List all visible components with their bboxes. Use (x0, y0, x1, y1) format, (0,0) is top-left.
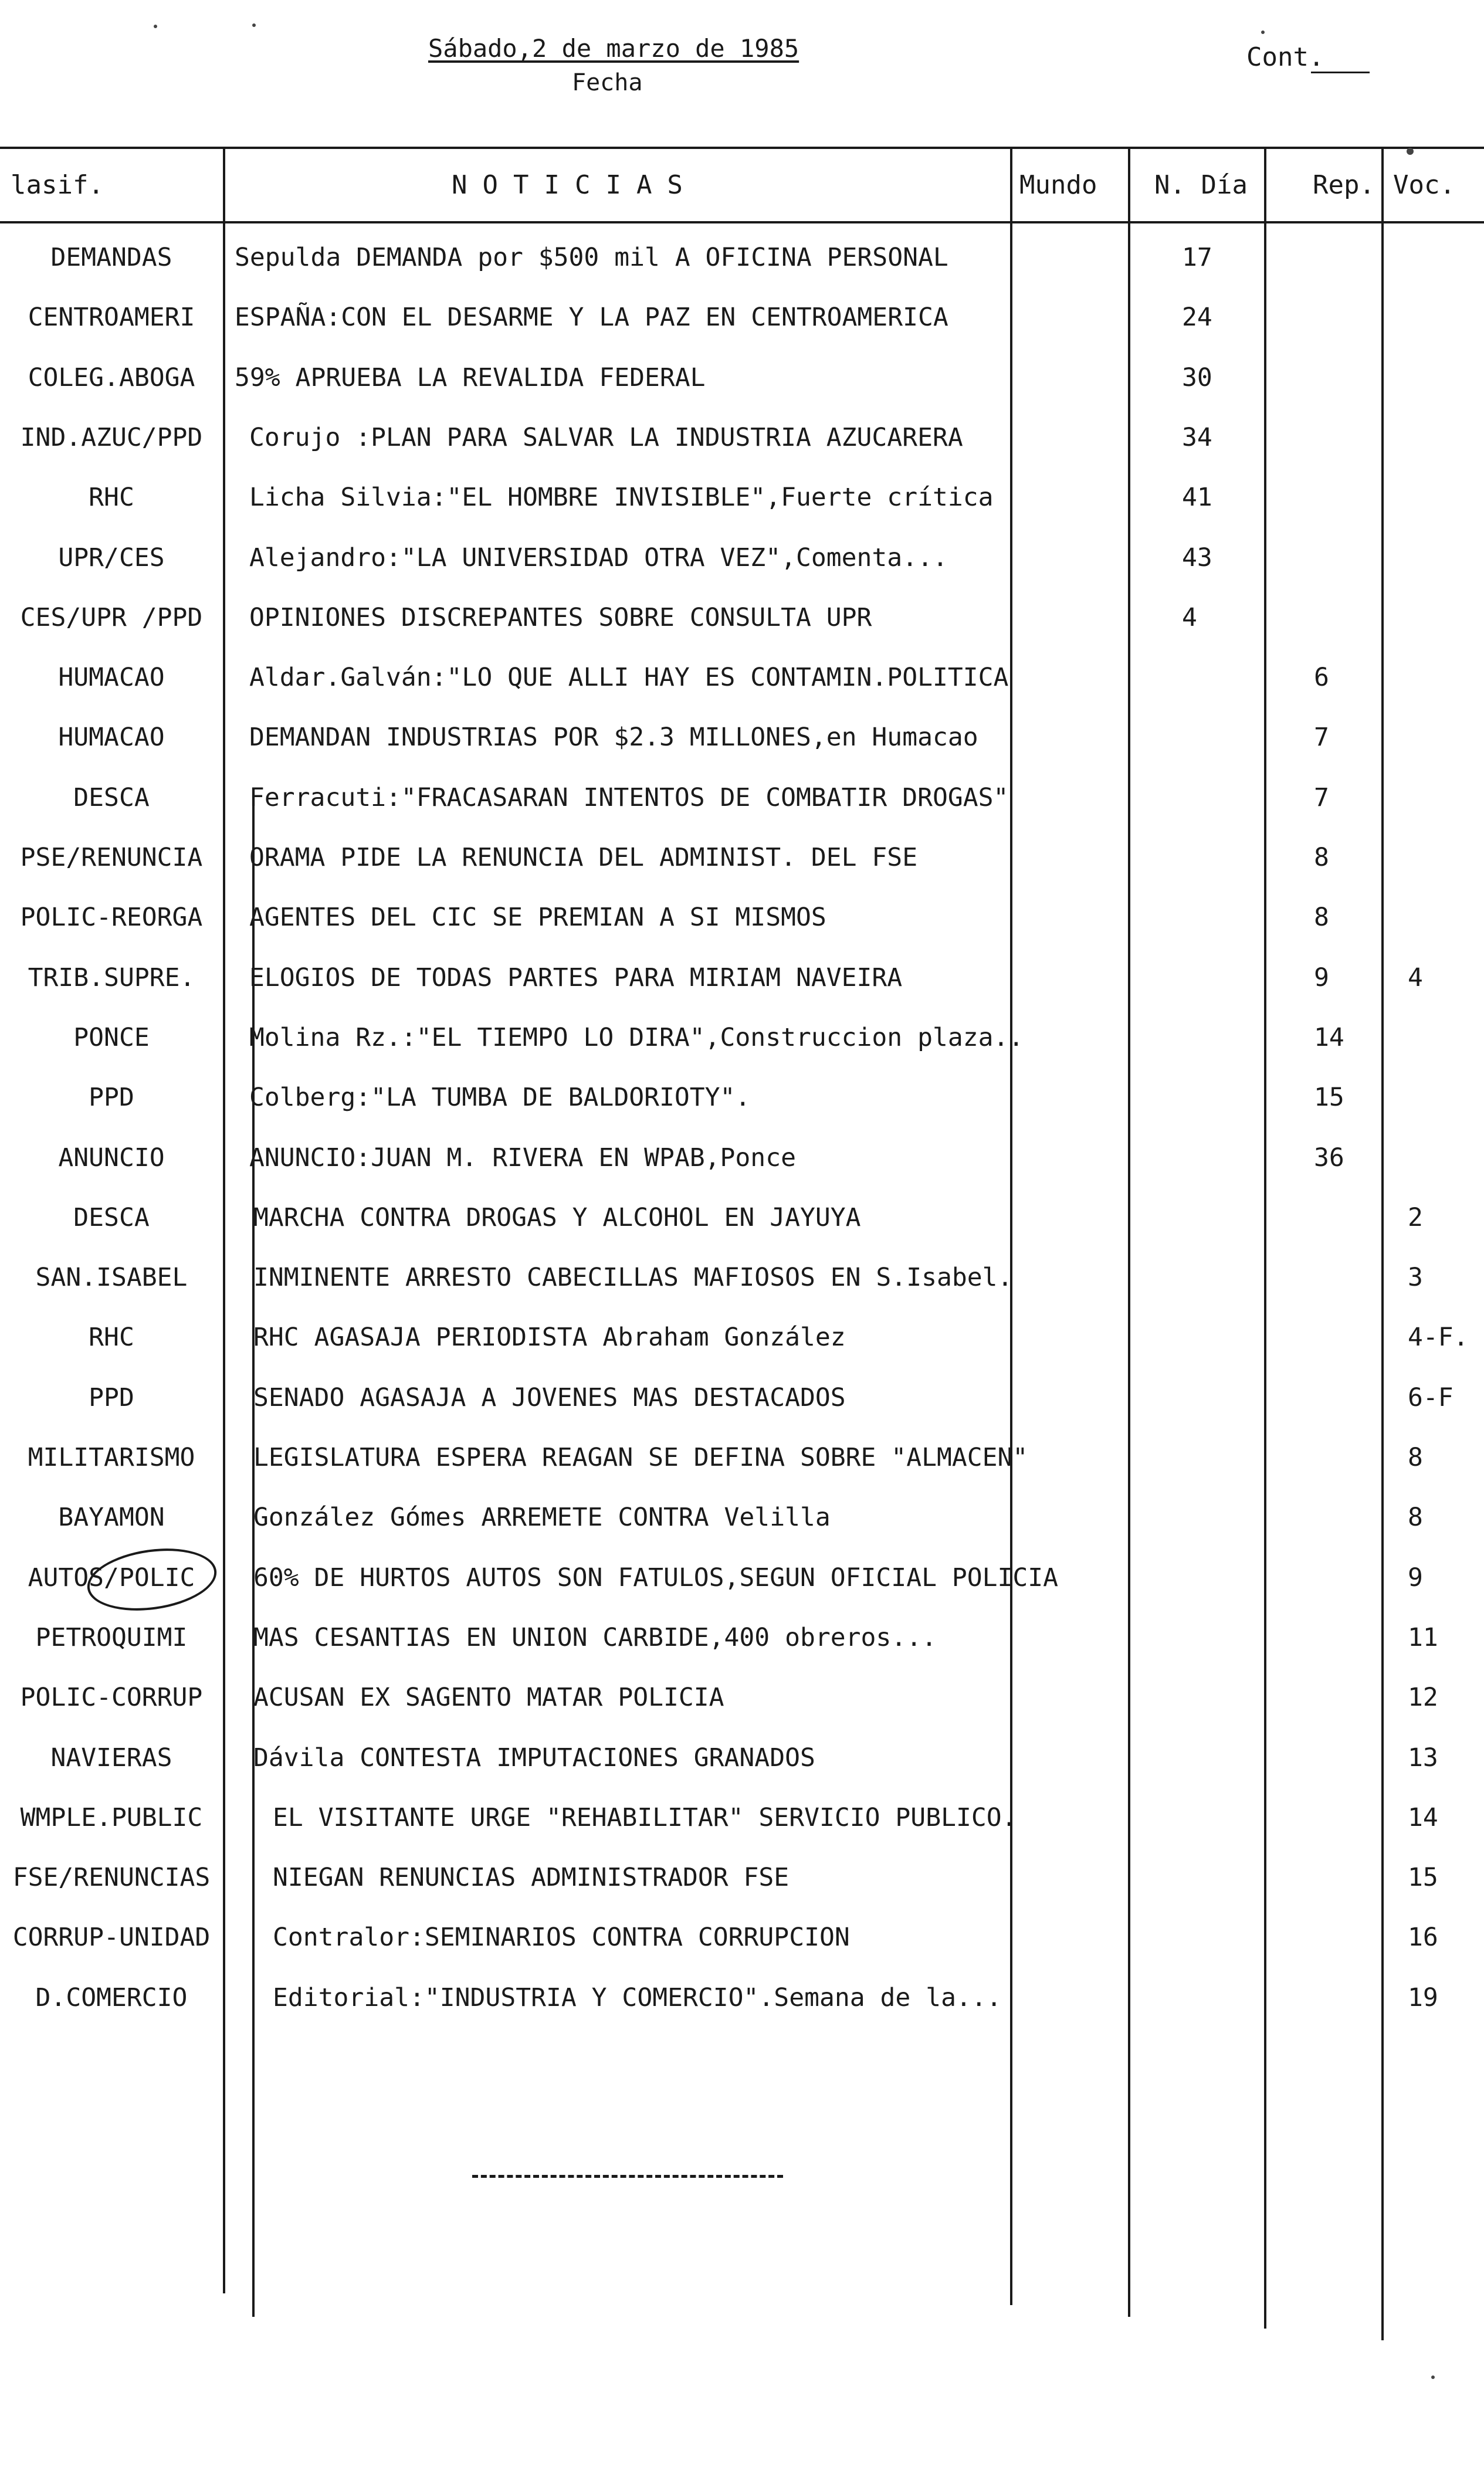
col-divider-noticias (252, 792, 255, 2317)
row-clasif: MILITARISMO (28, 1443, 195, 1472)
row-clasif: POLIC-CORRUP (20, 1683, 203, 1712)
row-clasif: NAVIERAS (50, 1743, 172, 1773)
row-n-dia: 4 (1182, 603, 1197, 632)
row-clasif: PETROQUIMI (35, 1623, 188, 1652)
row-clasif: CES/UPR /PPD (20, 603, 203, 632)
row-voc: 16 (1408, 1923, 1438, 1952)
col-header-mundo: Mundo (1019, 170, 1097, 200)
header-cont-label: Cont. (1246, 42, 1324, 72)
row-clasif: COLEG.ABOGA (28, 363, 195, 392)
row-rep: 8 (1314, 843, 1329, 872)
cont-blank-line (1311, 72, 1370, 73)
row-voc: 6-F (1408, 1383, 1453, 1412)
row-voc: 15 (1408, 1863, 1438, 1892)
row-clasif: DESCA (73, 1203, 150, 1232)
col-header-rep: Rep. (1313, 170, 1375, 200)
row-rep: 36 (1314, 1143, 1344, 1172)
header-date: Sábado,2 de marzo de 1985 (428, 34, 799, 63)
row-rep: 7 (1314, 723, 1329, 752)
row-noticia: Ferracuti:"FRACASARAN INTENTOS DE COMBATIR DROGAS" (249, 783, 1009, 812)
row-voc: 4-F. (1408, 1323, 1469, 1352)
col-divider-ndia (1128, 147, 1130, 2317)
row-voc: 8 (1408, 1443, 1423, 1472)
row-noticia: NIEGAN RENUNCIAS ADMINISTRADOR FSE (273, 1863, 790, 1892)
row-clasif: HUMACAO (58, 723, 165, 752)
row-clasif: CENTROAMERI (28, 303, 195, 332)
row-noticia: Contralor:SEMINARIOS CONTRA CORRUPCION (273, 1923, 850, 1952)
speck-mark (1407, 148, 1414, 155)
row-clasif: BAYAMON (58, 1503, 165, 1532)
row-clasif: IND.AZUC/PPD (20, 423, 203, 452)
row-rep: 9 (1314, 963, 1329, 992)
row-clasif: DEMANDAS (50, 243, 172, 272)
row-clasif: POLIC-REORGA (20, 903, 203, 932)
speck-mark (252, 23, 256, 27)
row-noticia: OPINIONES DISCREPANTES SOBRE CONSULTA UPR (249, 603, 872, 632)
row-clasif: FSE/RENUNCIAS (12, 1863, 211, 1892)
row-noticia: ANUNCIO:JUAN M. RIVERA EN WPAB,Ponce (249, 1143, 796, 1172)
row-rep: 15 (1314, 1083, 1344, 1112)
col-divider-clasif (223, 147, 225, 2293)
row-clasif: TRIB.SUPRE. (28, 963, 195, 992)
col-header-noticias: NOTICIAS (452, 170, 698, 200)
row-voc: 19 (1408, 1983, 1438, 2012)
col-header-ndia: N. Día (1154, 170, 1248, 200)
row-voc: 8 (1408, 1503, 1423, 1532)
row-voc: 14 (1408, 1803, 1438, 1832)
row-noticia: 59% APRUEBA LA REVALIDA FEDERAL (235, 363, 706, 392)
row-noticia: Corujo :PLAN PARA SALVAR LA INDUSTRIA AZUCARERA (249, 423, 963, 452)
row-clasif: RHC (89, 1323, 134, 1352)
speck-mark (1261, 31, 1265, 34)
row-clasif: AUTOS/POLIC (28, 1563, 195, 1592)
row-voc: 11 (1408, 1623, 1438, 1652)
end-dashed-line (472, 2175, 783, 2178)
row-noticia: Dávila CONTESTA IMPUTACIONES GRANADOS (253, 1743, 815, 1773)
row-rep: 14 (1314, 1023, 1344, 1052)
row-noticia: Sepulda DEMANDA por $500 mil A OFICINA PERSONAL (235, 243, 948, 272)
row-n-dia: 30 (1182, 363, 1212, 392)
col-divider-voc (1381, 147, 1384, 2340)
row-clasif: PPD (89, 1383, 134, 1412)
row-clasif: DESCA (73, 783, 150, 812)
row-n-dia: 17 (1182, 243, 1212, 272)
row-noticia: AGENTES DEL CIC SE PREMIAN A SI MISMOS (249, 903, 826, 932)
row-noticia: SENADO AGASAJA A JOVENES MAS DESTACADOS (253, 1383, 846, 1412)
row-noticia: Alejandro:"LA UNIVERSIDAD OTRA VEZ",Comenta... (249, 543, 948, 572)
speck-mark (1431, 2375, 1435, 2379)
row-noticia: MARCHA CONTRA DROGAS Y ALCOHOL EN JAYUYA (253, 1203, 861, 1232)
col-divider-mundo (1010, 147, 1012, 2305)
row-noticia: LEGISLATURA ESPERA REAGAN SE DEFINA SOBRE "ALMACEN" (253, 1443, 1028, 1472)
row-noticia: RHC AGASAJA PERIODISTA Abraham González (253, 1323, 846, 1352)
row-clasif: RHC (89, 483, 134, 512)
col-header-clasif: lasif. (11, 170, 104, 200)
row-noticia: Editorial:"INDUSTRIA Y COMERCIO".Semana de la... (273, 1983, 1002, 2012)
row-n-dia: 34 (1182, 423, 1212, 452)
row-voc: 12 (1408, 1683, 1438, 1712)
row-voc: 3 (1408, 1263, 1423, 1292)
row-voc: 9 (1408, 1563, 1423, 1592)
col-header-voc: Voc. (1393, 170, 1455, 200)
row-clasif: SAN.ISABEL (35, 1263, 188, 1292)
row-noticia: ACUSAN EX SAGENTO MATAR POLICIA (253, 1683, 724, 1712)
row-noticia: EL VISITANTE URGE "REHABILITAR" SERVICIO PUBLICO. (273, 1803, 1017, 1832)
col-divider-rep (1264, 147, 1266, 2329)
row-noticia: 60% DE HURTOS AUTOS SON FATULOS,SEGUN OFICIAL POLICIA (253, 1563, 1059, 1592)
row-voc: 2 (1408, 1203, 1423, 1232)
row-voc: 13 (1408, 1743, 1438, 1773)
row-clasif: D.COMERCIO (35, 1983, 188, 2012)
speck-mark (154, 25, 157, 28)
row-noticia: ESPAÑA:CON EL DESARME Y LA PAZ EN CENTROAMERICA (235, 303, 948, 332)
row-voc: 4 (1408, 963, 1423, 992)
row-clasif: PPD (89, 1083, 134, 1112)
row-noticia: ORAMA PIDE LA RENUNCIA DEL ADMINIST. DEL FSE (249, 843, 918, 872)
row-clasif: PSE/RENUNCIA (20, 843, 203, 872)
row-noticia: Colberg:"LA TUMBA DE BALDORIOTY". (249, 1083, 751, 1112)
row-noticia: MAS CESANTIAS EN UNION CARBIDE,400 obreros... (253, 1623, 937, 1652)
row-n-dia: 24 (1182, 303, 1212, 332)
row-clasif: UPR/CES (58, 543, 165, 572)
row-n-dia: 43 (1182, 543, 1212, 572)
row-clasif: CORRUP-UNIDAD (12, 1923, 211, 1952)
row-rep: 6 (1314, 663, 1329, 692)
row-noticia: DEMANDAN INDUSTRIAS POR $2.3 MILLONES,en Humacao (249, 723, 978, 752)
row-noticia: Molina Rz.:"EL TIEMPO LO DIRA",Construccion plaza.. (249, 1023, 1024, 1052)
header-fecha-label: Fecha (572, 69, 643, 96)
row-clasif: ANUNCIO (58, 1143, 165, 1172)
row-clasif: HUMACAO (58, 663, 165, 692)
row-noticia: INMINENTE ARRESTO CABECILLAS MAFIOSOS EN S.Isabel. (253, 1263, 1013, 1292)
row-noticia: Aldar.Galván:"LO QUE ALLI HAY ES CONTAMIN.POLITICA (249, 663, 1009, 692)
row-clasif: PONCE (73, 1023, 150, 1052)
row-rep: 7 (1314, 783, 1329, 812)
row-noticia: González Gómes ARREMETE CONTRA Velilla (253, 1503, 831, 1532)
row-noticia: Licha Silvia:"EL HOMBRE INVISIBLE",Fuerte crítica (249, 483, 994, 512)
row-n-dia: 41 (1182, 483, 1212, 512)
row-clasif: WMPLE.PUBLIC (20, 1803, 203, 1832)
handwritten-circle-mark (83, 1541, 221, 1618)
row-noticia: ELOGIOS DE TODAS PARTES PARA MIRIAM NAVEIRA (249, 963, 903, 992)
row-rep: 8 (1314, 903, 1329, 932)
